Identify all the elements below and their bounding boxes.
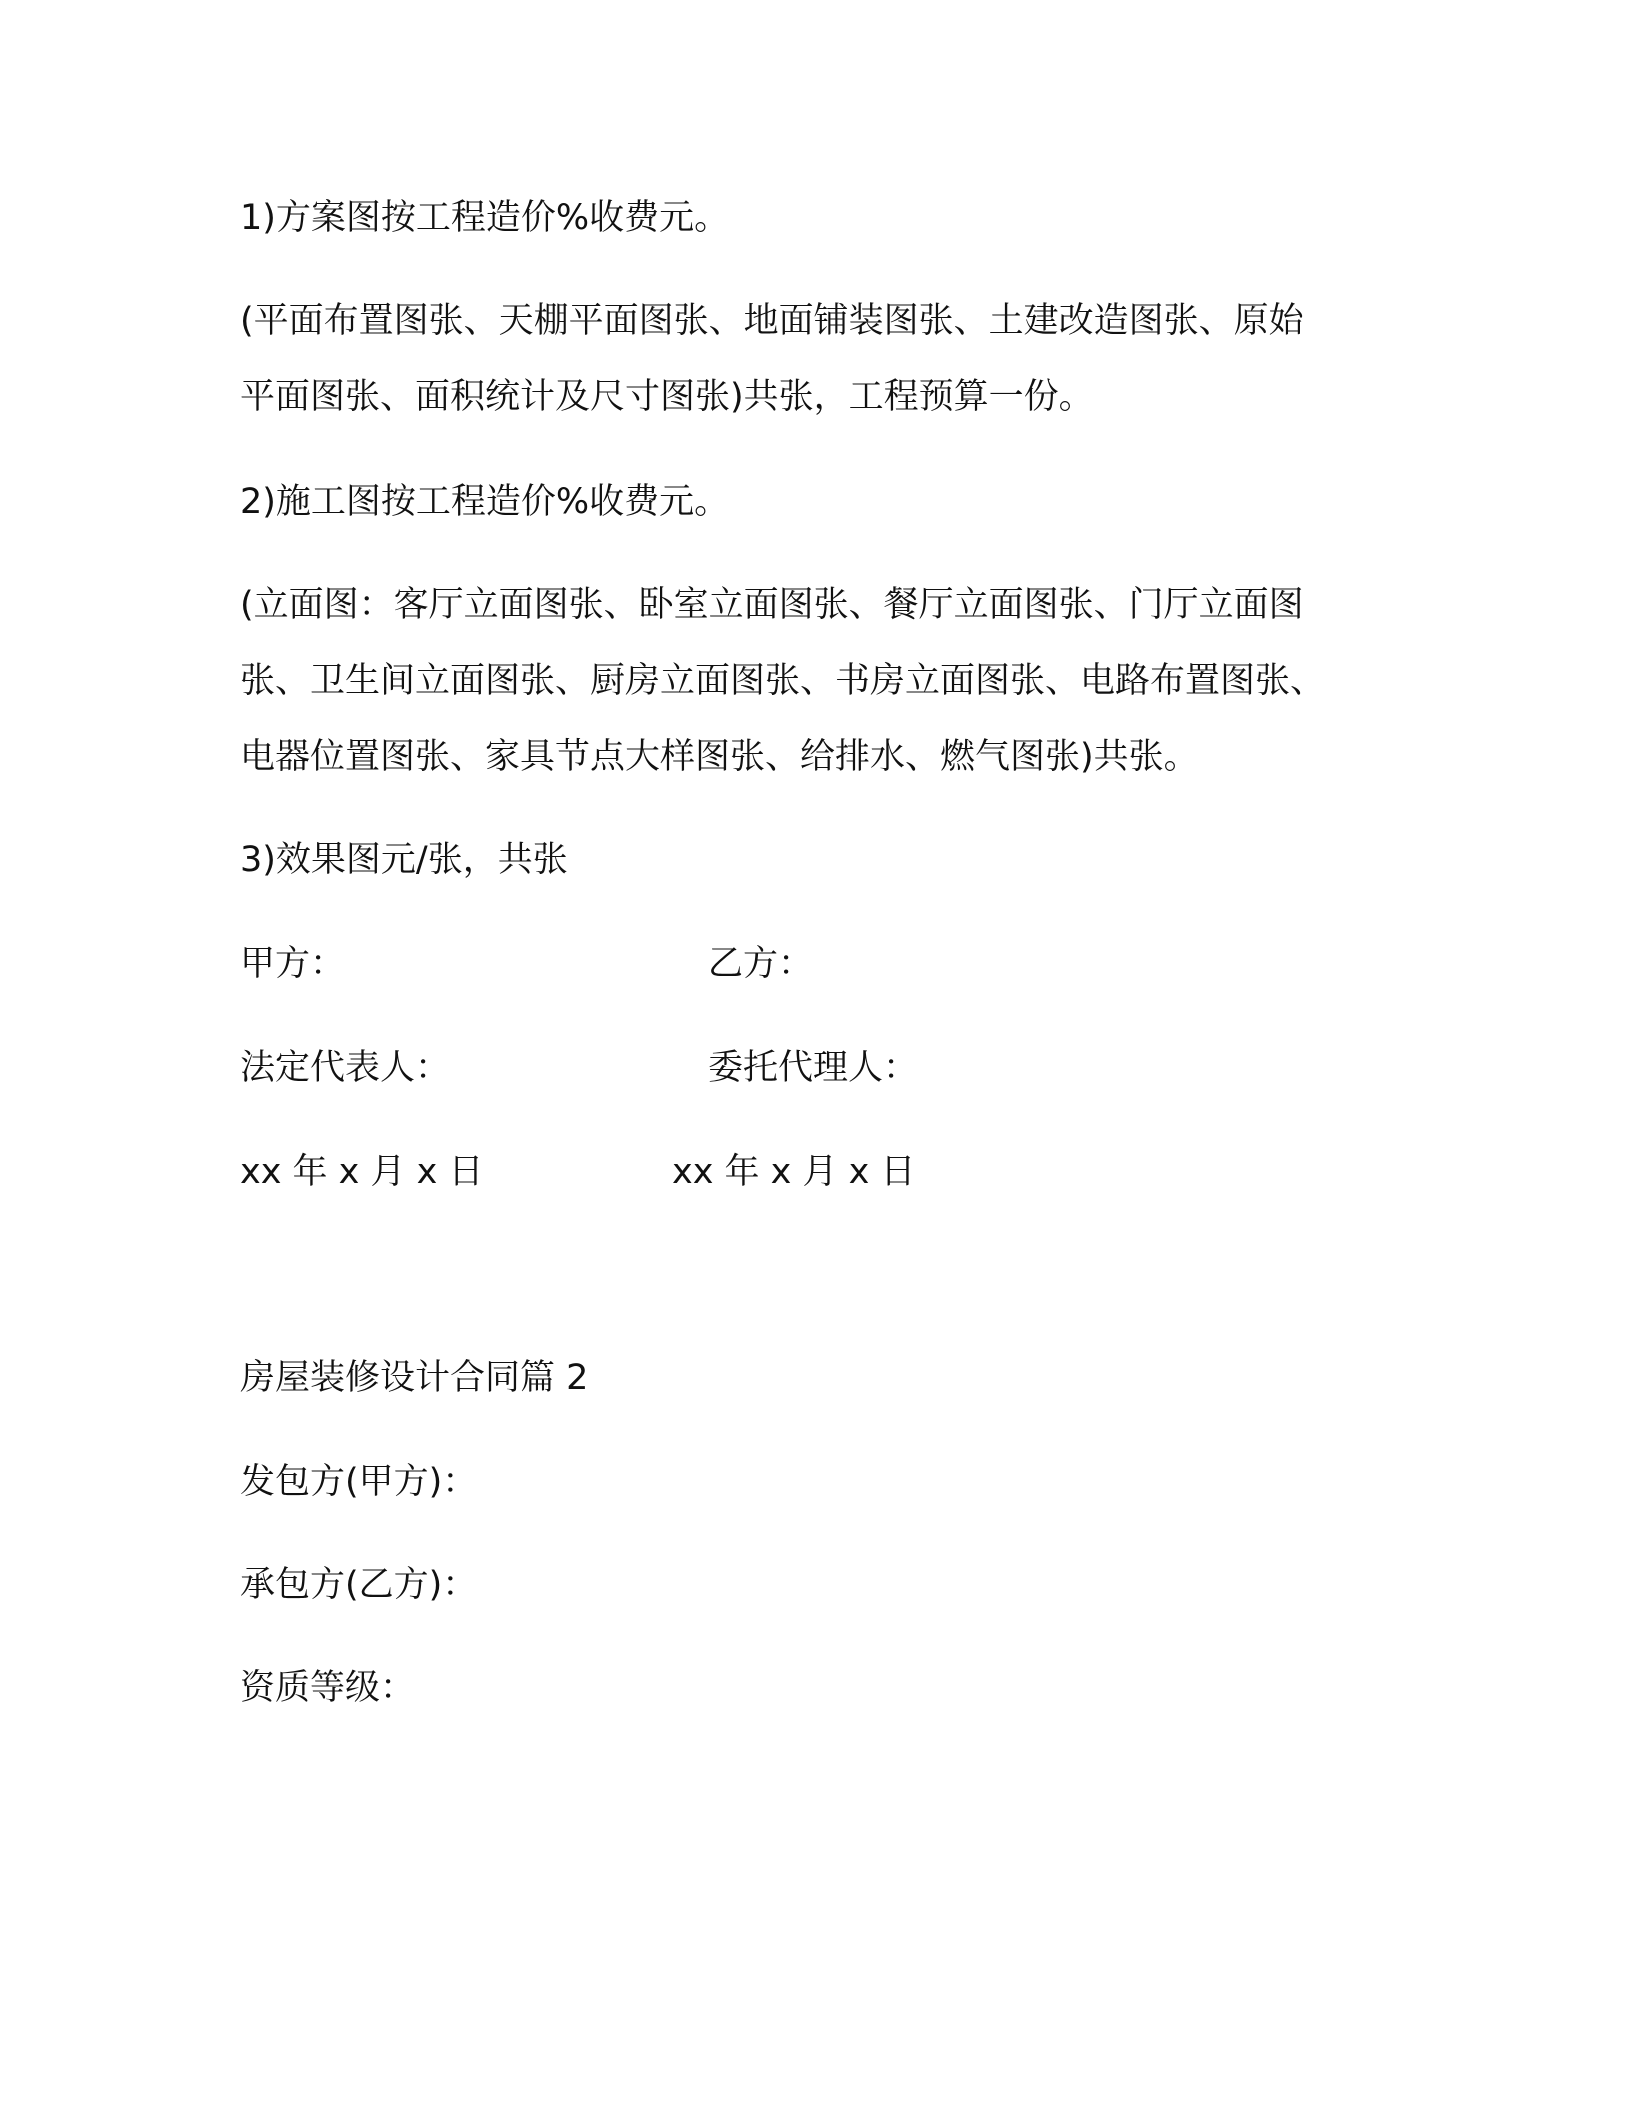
item-2-construction-drawings: 2)施工图按工程造价%收费元。	[240, 482, 730, 522]
contractor-party-b-label: 承包方(乙方)：	[240, 1565, 478, 1605]
item-2-detail-line-3: 电器位置图张、家具节点大样图张、给排水、燃气图张)共张。	[240, 737, 1199, 777]
date-party-a: xx 年 x 月 x 日	[240, 1152, 484, 1192]
client-party-a-label: 发包方(甲方)：	[240, 1462, 478, 1502]
item-2-detail-line-1: (立面图：客厅立面图张、卧室立面图张、餐厅立面图张、门厅立面图	[240, 585, 1304, 625]
item-2-detail-line-2: 张、卫生间立面图张、厨房立面图张、书房立面图张、电路布置图张、	[240, 661, 1326, 701]
qualification-level-label: 资质等级：	[240, 1668, 416, 1708]
date-party-b: xx 年 x 月 x 日	[672, 1152, 916, 1192]
item-1-detail-line-1: (平面布置图张、天棚平面图张、地面铺装图张、土建改造图张、原始	[240, 301, 1304, 341]
party-a-label: 甲方：	[240, 944, 346, 984]
legal-representative-label: 法定代表人：	[240, 1048, 451, 1088]
authorized-agent-label: 委托代理人：	[708, 1048, 919, 1088]
item-3-renderings: 3)效果图元/张，共张	[240, 840, 568, 880]
party-b-label: 乙方：	[708, 944, 814, 984]
section-2-title: 房屋装修设计合同篇 2	[240, 1358, 589, 1398]
item-1-design-scheme: 1)方案图按工程造价%收费元。	[240, 198, 730, 238]
item-1-detail-line-2: 平面图张、面积统计及尺寸图张)共张，工程预算一份。	[240, 377, 1094, 417]
